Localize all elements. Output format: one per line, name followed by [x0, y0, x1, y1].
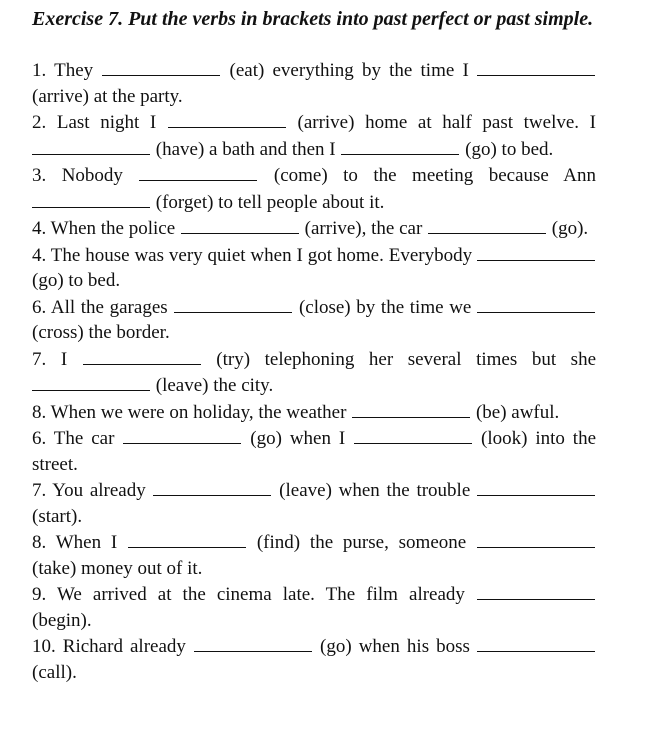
exercise-item-8 [32, 399, 596, 426]
item-text: (arrive) at the party. [32, 60, 601, 107]
item-text: 7. I [32, 348, 82, 370]
answer-blank[interactable] [477, 294, 595, 313]
item-text: (have) a bath and then I [151, 138, 341, 160]
item-text: 4. When the police [32, 218, 180, 239]
item-text: 6. All the garages [32, 296, 174, 318]
item-text: (find) the purse, someone [247, 532, 476, 553]
item-text: (be) awful. [471, 401, 560, 423]
item-text: 1. They [32, 60, 102, 81]
item-text: 7. You already [32, 480, 153, 501]
exercise-list [32, 57, 601, 685]
answer-blank[interactable] [139, 162, 257, 181]
item-text: 6. The car [32, 428, 123, 449]
answer-blank[interactable] [32, 136, 150, 155]
item-text: (eat) everything by the time I [221, 60, 477, 81]
exercise-item-6 [32, 294, 601, 346]
item-text: (take) money out of it. [32, 532, 601, 579]
exercise-item-10 [32, 477, 601, 529]
exercise-item-4 [32, 215, 596, 242]
item-text: (go) when I [242, 428, 354, 449]
item-text: 3. Nobody [32, 165, 139, 186]
item-text: 4. The house was very quiet when I got home. Everybody [32, 244, 477, 266]
exercise-item-12 [32, 581, 601, 633]
answer-blank[interactable] [477, 57, 595, 76]
item-text: (try) telephoning her several times but she [201, 348, 601, 370]
answer-blank[interactable] [174, 294, 292, 313]
item-text: (arrive) home at half past twelve. I [286, 112, 601, 133]
item-text: (go). [547, 218, 589, 239]
item-text: (go) to bed. [460, 138, 554, 160]
item-text: (arrive), the car [299, 218, 428, 239]
item-text: 8. When we were on holiday, the weather [32, 401, 352, 423]
exercise-item-11 [32, 529, 601, 581]
answer-blank[interactable] [354, 425, 472, 444]
item-text: (go) when his boss [312, 636, 477, 657]
exercise-item-5 [32, 242, 601, 294]
answer-blank[interactable] [83, 346, 201, 365]
exercise-item-1 [32, 57, 601, 109]
answer-blank[interactable] [123, 425, 241, 444]
worksheet-page [32, 6, 601, 685]
answer-blank[interactable] [102, 57, 220, 76]
answer-blank[interactable] [181, 215, 299, 234]
answer-blank[interactable] [477, 529, 595, 548]
answer-blank[interactable] [428, 215, 546, 234]
answer-blank[interactable] [194, 633, 312, 652]
answer-blank[interactable] [477, 242, 595, 261]
item-text: 10. Richard already [32, 636, 193, 657]
answer-blank[interactable] [128, 529, 246, 548]
answer-blank[interactable] [352, 399, 470, 418]
item-text: (leave) when the trouble [272, 480, 477, 501]
exercise-item-2 [32, 109, 601, 162]
item-text: (leave) the city. [151, 375, 274, 396]
exercise-item-3 [32, 162, 601, 215]
exercise-item-13 [32, 633, 601, 685]
answer-blank[interactable] [32, 189, 150, 208]
item-text: (start). [32, 480, 601, 527]
item-text: (look) into the street. [32, 428, 601, 475]
item-text: 8. When I [32, 532, 128, 553]
answer-blank[interactable] [341, 136, 459, 155]
item-text: (forget) to tell people about it. [151, 191, 385, 213]
item-text: (begin). [32, 584, 601, 631]
item-text: (come) to the meeting because Ann [258, 165, 601, 186]
item-text: (close) by the time we [293, 296, 477, 318]
exercise-title: Exercise 7. Put the verbs in brackets into past perfect or past simple. [32, 8, 594, 30]
answer-blank[interactable] [477, 477, 595, 496]
answer-blank[interactable] [153, 477, 271, 496]
item-text: 9. We arrived at the cinema late. The film already [32, 584, 476, 605]
exercise-item-9 [32, 425, 601, 477]
item-text: (go) to bed. [32, 244, 601, 291]
item-text: 2. Last night I [32, 112, 167, 133]
answer-blank[interactable] [477, 581, 595, 600]
answer-blank[interactable] [32, 372, 150, 391]
item-text: (call). [32, 636, 601, 683]
answer-blank[interactable] [168, 109, 286, 128]
item-text: (cross) the border. [32, 296, 601, 343]
answer-blank[interactable] [477, 633, 595, 652]
exercise-item-7 [32, 346, 601, 399]
